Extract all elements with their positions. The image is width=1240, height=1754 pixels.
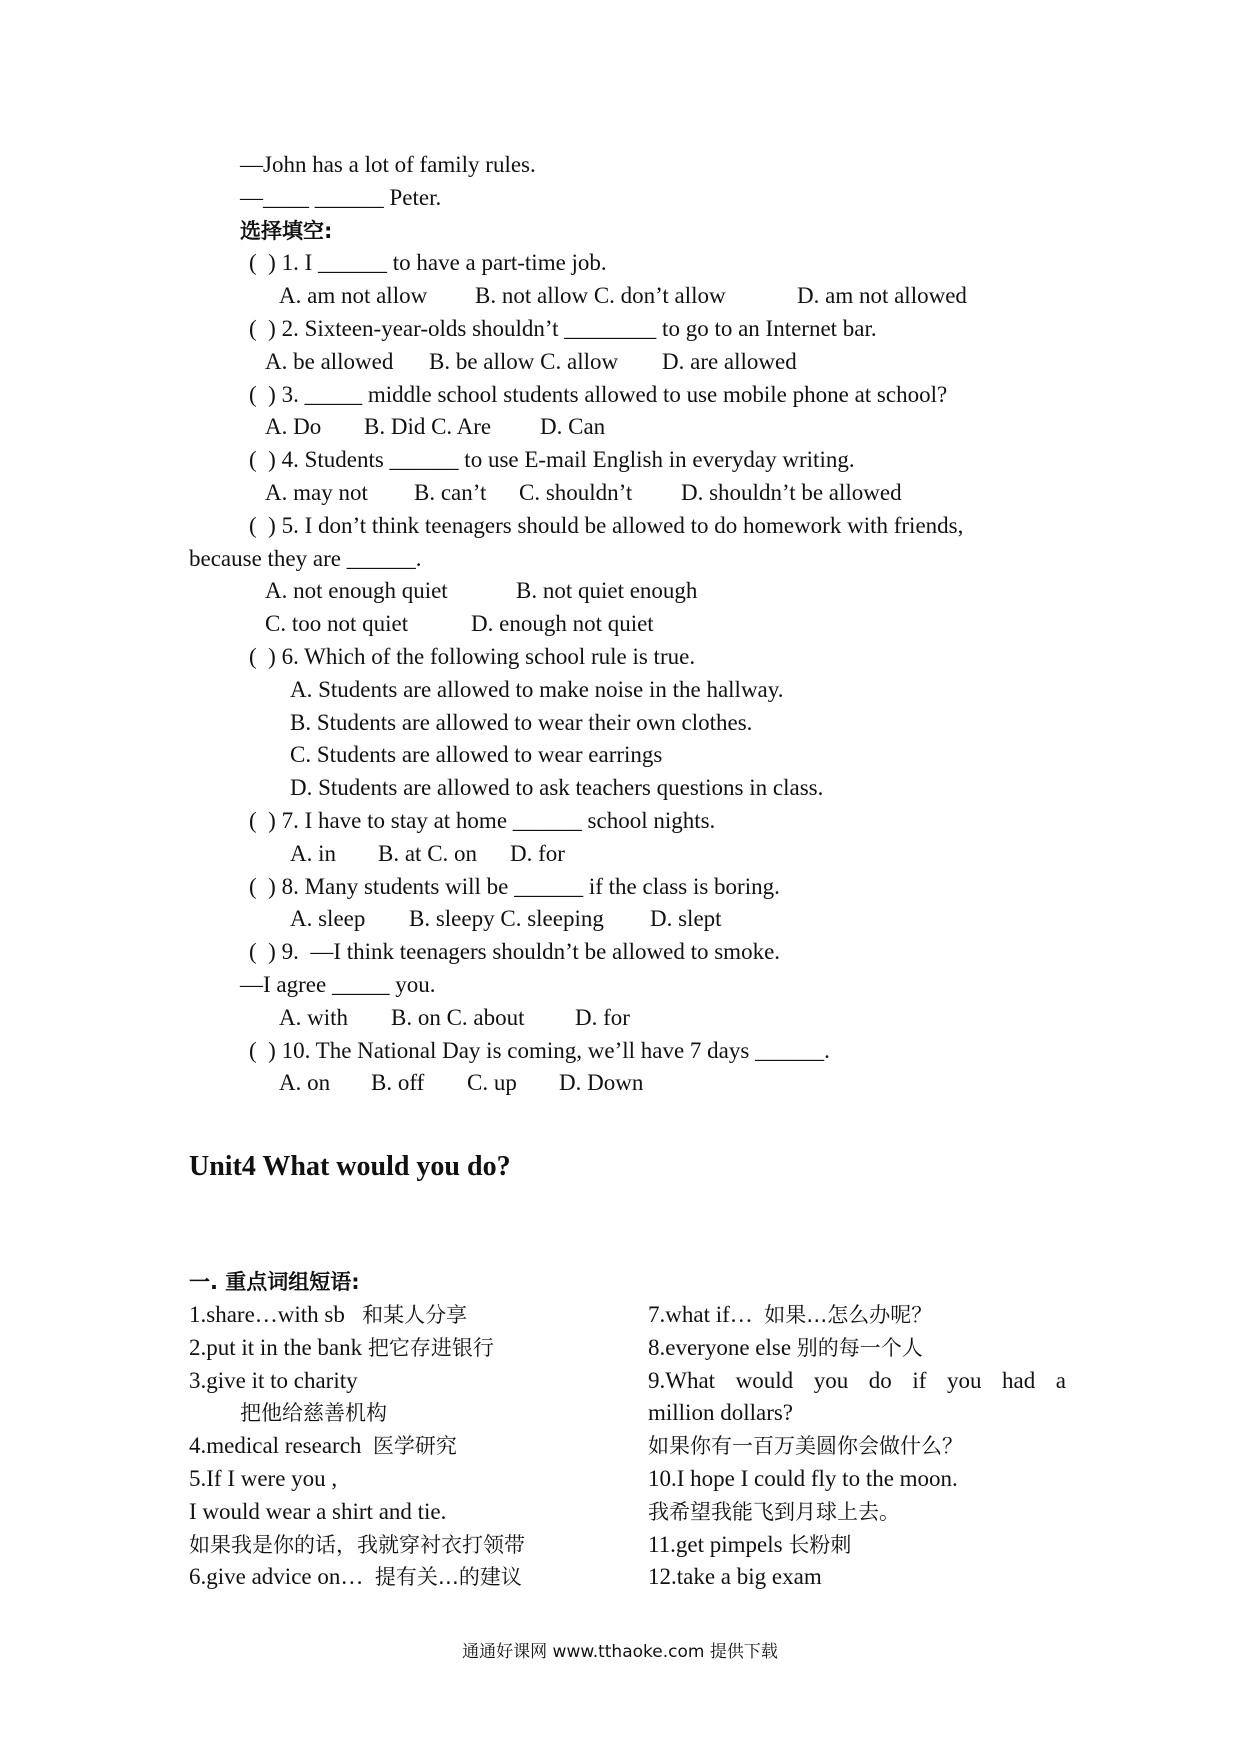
phrase-item: [648, 1332, 1066, 1365]
phrase-en: 12.take a big exam: [648, 1564, 822, 1590]
phrase-en: 8.everyone else: [648, 1334, 792, 1360]
question-options: [189, 1002, 1069, 1035]
unit-title: Unit4 What would you do?: [189, 1151, 511, 1182]
phrase-en: I would wear a shirt and tie.: [189, 1498, 447, 1524]
option: D. Students are allowed to ask teachers questions in class.: [290, 775, 824, 801]
option: D. am not allowed: [797, 283, 967, 309]
word: you: [813, 1367, 849, 1393]
option: A. on: [279, 1070, 331, 1096]
phrase-en: 2.put it in the bank: [189, 1334, 363, 1360]
question-options: [189, 346, 1069, 379]
word: a: [1055, 1367, 1066, 1393]
question-options: [189, 477, 1069, 510]
option: C. shouldn’t: [519, 479, 633, 505]
phrase-zh: 长粉刺: [788, 1532, 852, 1557]
option: B. off: [371, 1070, 425, 1096]
word: would: [735, 1367, 794, 1393]
option: C. Students are allowed to wear earrings: [290, 742, 663, 768]
phrase-item: [648, 1529, 1066, 1562]
option: B. not allow C. don’t allow: [475, 283, 726, 309]
phrase-zh: 别的每一个人: [796, 1335, 923, 1360]
question-stem: ( ) 8. Many students will be ______ if the class is boring.: [249, 873, 780, 899]
option: A. sleep: [290, 906, 366, 932]
option: B. be allow C. allow: [429, 348, 619, 374]
question-options: [189, 838, 1069, 871]
phrase-zh: 医学研究: [372, 1434, 457, 1459]
dialogue-line: —John has a lot of family rules.: [240, 152, 536, 177]
phrase-en: [648, 1365, 1066, 1398]
question-stem-continuation: because they are ______.: [189, 545, 422, 571]
word: 9.What: [648, 1367, 716, 1393]
exercise-block: [189, 149, 1069, 1100]
word: if: [912, 1367, 927, 1393]
option: A. be allowed: [265, 348, 394, 374]
phrase-item: [189, 1561, 629, 1594]
question-stem: ( ) 4. Students ______ to use E-mail English in everyday writing.: [249, 447, 855, 473]
phrase-en: 10.I hope I could fly to the moon.: [648, 1465, 958, 1491]
phrase-item: [648, 1299, 1066, 1332]
option: A. with: [279, 1004, 348, 1030]
phrase-en: 11.get pimpels: [648, 1531, 783, 1557]
phrase-en: 1.share…with sb: [189, 1302, 345, 1327]
phrase-item: [189, 1430, 629, 1463]
phrase-zh: 如果…怎么办呢？: [764, 1303, 933, 1327]
word: you: [946, 1367, 982, 1393]
option: A. not enough quiet: [265, 578, 448, 604]
question-stem-continuation: —I agree _____ you.: [240, 971, 436, 997]
phrase-zh: 如果我是你的话，我就穿衬衣打领带: [189, 1532, 525, 1557]
option: D. enough not quiet: [471, 611, 654, 637]
option: A. am not allow: [279, 283, 428, 309]
question-stem: ( ) 7. I have to stay at home ______ school nights.: [249, 807, 716, 833]
option: D. Can: [540, 414, 606, 440]
question-stem: ( ) 1. I ______ to have a part-time job.: [249, 250, 607, 276]
footer-credit: 通通好课网 www.tthaoke.com 提供下载: [462, 1642, 778, 1662]
option: D. for: [510, 840, 565, 866]
option: B. Students are allowed to wear their own clothes.: [290, 709, 753, 735]
option: D. for: [575, 1004, 630, 1030]
phrases-right-column: [648, 1299, 1066, 1594]
option: A. may not: [265, 479, 368, 505]
option: A. Students are allowed to make noise in the hallway.: [290, 676, 784, 702]
question-options: [189, 903, 1069, 936]
option: A. Do: [265, 414, 322, 440]
phrase-zh: 我希望我能飞到月球上去。: [648, 1499, 900, 1524]
dialogue-line: —____ ______ Peter.: [240, 184, 442, 210]
phrase-en: million dollars?: [648, 1400, 794, 1426]
question-options: [189, 411, 1069, 444]
phrase-item: [189, 1332, 629, 1365]
option: C. up: [467, 1070, 517, 1096]
option: B. Did C. Are: [364, 414, 492, 440]
phrase-en: 3.give it to charity: [189, 1367, 358, 1393]
question-stem: ( ) 6. Which of the following school rule is true.: [249, 643, 696, 669]
option: D. shouldn’t be allowed: [681, 479, 902, 505]
question-stem: ( ) 5. I don’t think teenagers should be allowed to do homework with friends,: [249, 512, 964, 538]
option: D. slept: [650, 906, 722, 932]
phrase-item: [189, 1299, 629, 1332]
phrases-left-column: [189, 1299, 629, 1594]
phrase-en: 4.medical research: [189, 1433, 362, 1459]
question-stem: ( ) 9. —I think teenagers shouldn’t be allowed to smoke.: [249, 939, 781, 965]
question-options: [189, 280, 1069, 313]
question-stem: ( ) 3. _____ middle school students allowed to use mobile phone at school?: [249, 381, 948, 407]
phrase-zh: 和某人分享: [362, 1303, 468, 1327]
phrase-zh: 如果你有一百万美圆你会做什么？: [648, 1434, 963, 1459]
option: B. not quiet enough: [516, 578, 698, 604]
phrase-en: 5.If I were you ,: [189, 1465, 338, 1491]
option: A. in: [290, 840, 336, 866]
option: B. on C. about: [391, 1004, 525, 1030]
phrase-en: 7.what if…: [648, 1302, 753, 1327]
word: do: [868, 1367, 892, 1393]
option: B. sleepy C. sleeping: [409, 906, 604, 932]
phrase-zh: 提有关…的建议: [374, 1565, 522, 1590]
option: D. are allowed: [662, 348, 797, 374]
phrases-heading: 一. 重点词组短语:: [189, 1270, 360, 1294]
section-heading: 选择填空:: [240, 218, 333, 243]
question-options: [189, 608, 1069, 641]
question-stem: ( ) 2. Sixteen-year-olds shouldn’t ________ to go to an Internet bar.: [249, 315, 877, 341]
phrase-en: 6.give advice on…: [189, 1564, 364, 1590]
option: D. Down: [559, 1070, 644, 1096]
phrase-zh: 把他给慈善机构: [240, 1401, 387, 1426]
phrase-zh: 把它存进银行: [367, 1335, 494, 1360]
option: C. too not quiet: [265, 611, 409, 637]
word: had: [1002, 1367, 1036, 1393]
option: B. can’t: [414, 479, 487, 505]
question-stem: ( ) 10. The National Day is coming, we’ll have 7 days ______.: [249, 1037, 830, 1063]
question-options: [189, 575, 1069, 608]
question-options: [189, 1067, 1069, 1100]
option: B. at C. on: [378, 840, 478, 866]
